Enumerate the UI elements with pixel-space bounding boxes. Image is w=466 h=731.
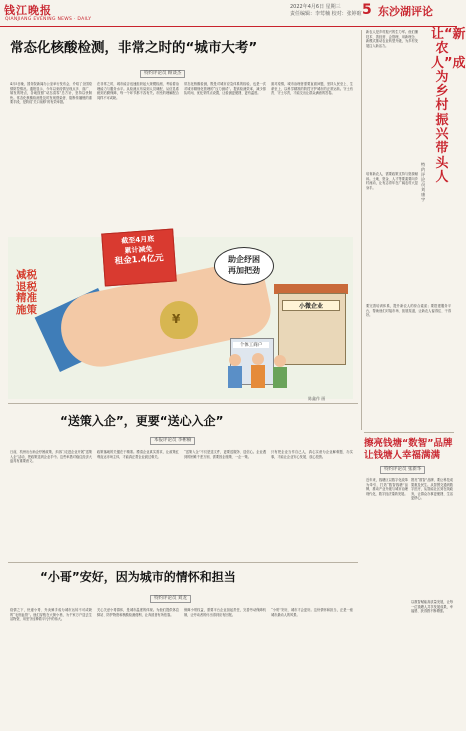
sign-line-3: 租金1.4亿元: [114, 253, 164, 267]
article2-column-3: “送策入企”不仅是送文件，更要送服务、送信心。企业遇到的困难千差万别，需要因企施策、一企一策。: [184, 450, 266, 459]
illustration-sign: [101, 229, 177, 287]
bubble-line-2: 再加把劲: [228, 266, 260, 275]
article2-byline: 本报评论员 李彬楠: [150, 437, 195, 445]
right-section-divider: [364, 432, 454, 433]
newspaper-logo: 钱江晚报: [4, 4, 52, 17]
shop2-sign: 个体工商户: [233, 342, 269, 348]
shop-sign: 小微企业: [282, 300, 340, 311]
money-bag-symbol: ¥: [172, 312, 181, 326]
illustration-credit: 陈鑫作 画: [308, 396, 326, 401]
article2-column-1: 日前，杭州出台助企纾困政策，多部门走进企业开展“送策入企”活动，把政策送到企业手中。这些举措对稳住经济大盘具有重要意义。: [10, 450, 92, 464]
illustration-speech-bubble: [214, 247, 274, 285]
article1-title: 常态化核酸检测，非常之时的“城市大考”: [10, 40, 258, 56]
right-article2-column-1: 近年来，钱塘区以数字化改革为牵引，打造“数智钱塘”品牌，推动产业升级与城市治理现代化，数字经济蓬勃发展。: [366, 478, 408, 496]
article3-column-2: 关心关爱小哥群体，是城市温度的体现。为他们提供休息驿站、防护物资和核酸检测便利，让奔波者有所依靠。: [97, 608, 179, 617]
people-illustration-icon: [220, 350, 290, 390]
article2-title: “送策入企”，更要“送心入企”: [60, 414, 224, 428]
article2-column-4: 只有把企业当作自己人，真心实意为企业解难题、办实事，才能让企业安心发展、放心投资。: [271, 450, 353, 459]
section-divider: [8, 403, 358, 404]
right-article2-byline: 特约评论员 张新华: [380, 466, 425, 474]
article1-column-4: 面对疫情，城市治理者需要直面问题，坚持人民至上、生命至上，以科学精准的防控守护城市的正常运转。守土有责、守土尽责，才能交出让群众满意的答卷。: [271, 82, 353, 96]
issue-editors: 责任编辑：李莺楠 校对：张婷暄: [290, 11, 362, 17]
bubble-line-1: 助企纾困: [228, 255, 260, 264]
sign-line-1: 截至4月底: [121, 234, 155, 246]
issue-info: [290, 4, 362, 18]
article1-column-3: 常态化核酸检测，既是对城市应急体系的检验，也是一次对城市精细化管理的“压力测试”。提高检测效率，减少排队时间，优化采样点设置，让检测更便捷、更有温度。: [184, 82, 266, 96]
article1-byline: 特约评论员 顾谈杰: [140, 70, 185, 78]
right-article1-column-1: 新农人是乡村振兴的生力军。他们懂技术、善经营、会管理，用新理念、新模式推动农业转型升级，为乡村发展注入新活力。: [366, 30, 418, 48]
right-article2-column-2: 擦亮“数智”品牌，要让科技成果惠及民生。从智慧交通到数字医疗，从智能社区到在线政务，让群众办事更便捷、生活更舒心。: [411, 478, 453, 501]
article2-column-2: 政策落地的关键在于精准。摸清企业真实需求，让政策红利直达市场主体，才能真正帮企业渡过难关。: [97, 450, 179, 459]
right-article2-title: 擦亮钱塘“数智”品牌 让钱塘人幸福满满: [364, 438, 453, 461]
column-divider: [361, 30, 362, 430]
issue-date: 2022年4月6日 星期三: [290, 4, 341, 10]
article1-column-1: 4月5日晚，国务院新闻办公室举行发布会，介绍了全国疫情防控情况。通报显示，今年以来疫情呈现点多、面广、频发的特点，各地按照“动态清零”总方针，坚持以快制快。常态化核酸检测是及时发现感染者、阻断传播链的重要手段，是防疫‘关口前移’的有效举措。: [10, 82, 92, 105]
illustration-side-title: 减税退税精准施策: [16, 269, 37, 316]
article1-column-2: 在非常之时，城市能否迅速组织起大规模检测，考验着治理能力与服务水平。从检测点布局到人员调配，从信息系统到后勤保障，每一个环节都不容有失。市民的理解配合同样不可或缺。: [97, 82, 179, 100]
article3-column-3: 保障小哥权益，需要平台企业担起责任，完善劳动保障机制，让劳动者的付出得到应有回报。: [184, 608, 266, 617]
article3-column-1: 疫情之下，快递小哥、外卖骑手成为城市运转不可或缺的“毛细血管”。他们穿梭在大街小巷，为千家万户送去生活物资，用坚守诠释着平凡中的伟大。: [10, 608, 92, 622]
right-article1-column-3: 要完善培训体系，提升新农人的综合素质；要搭建服务平台，帮助他们对接市场、拓展渠道，让新农人留得住、干得好。: [366, 304, 451, 318]
right-article1-title: 让“新农人”成为乡村振兴带头人: [431, 27, 466, 185]
page-number: 5: [362, 2, 372, 18]
right-article1-column-2: 培育新农人，需要政策支持与资源倾斜。土地、资金、人才等要素要向乡村流动，让有志青年在广阔农村大显身手。: [366, 172, 418, 190]
article3-column-4: “小哥”安好，城市才会更好。这份情怀和担当，正是一座城市最动人的风景。: [271, 608, 353, 617]
article3-title: “小哥”安好，因为城市的情怀和担当: [40, 570, 236, 584]
section-title: 东沙湖评论: [378, 5, 433, 18]
newspaper-logo-subtitle: QIANJIANG EVENING NEWS · DAILY: [5, 17, 92, 22]
right-article2-column-3: 以数智赋能高质量发展，让每一位钱塘人共享发展成果，幸福感、获得感不断增强。: [411, 600, 453, 614]
sign-line-2: 累计减免: [124, 245, 153, 255]
section-divider-2: [8, 562, 358, 563]
article3-byline: 特约评论员 刘龙: [150, 595, 191, 603]
right-article1-byline: 特约评论员 刘康宇: [421, 162, 426, 202]
